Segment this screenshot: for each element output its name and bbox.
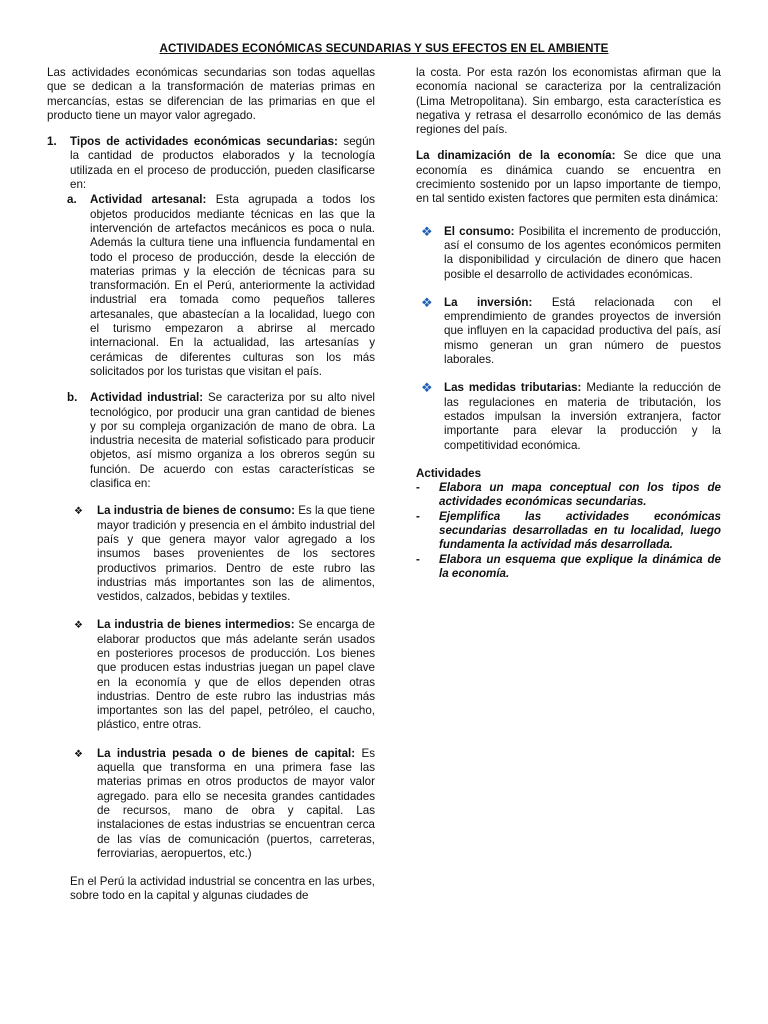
dash-bullet-icon: - [416, 509, 420, 523]
factor-bullet-heading: El consumo: [444, 224, 515, 238]
industry-bullet-text: Es aquella que transforma en una primera fase las materias primas en otros productos de mayor valor agregado. para ello se necesita grandes cantidades de recursos, mano de obra y capital. Las instalaciones de estas industrias se encuentran cerca de las vías de comunicación (puertos, carreteras, ferroviarias, aeropuertos, etc.) [97, 746, 375, 860]
subsection-a-text: Esta agrupada a todos los objetos producidos mediante técnicas en las que la intervención de artefactos mecánicos es poca o nula. Además la cultura tiene una influencia fundamental en todo el proceso de producción, desde la elección de materias primas y la elección de técnicas para su transformación. En el Perú, anteriormente la actividad industrial era tomada como pequeños talleres artesanales, que abastecían a la localidad, luego con el turismo empezaron a abrirse al mercado internacional. En la actualidad, las artesanías y cerámicas de diferentes culturas son los más solicitados por los turistas que visitan el país. [90, 193, 375, 378]
industry-bullet-paragraph [97, 618, 375, 732]
factor-bullet-item [416, 381, 721, 452]
section-1-paragraph [70, 135, 375, 192]
industry-bullet-list [47, 504, 375, 861]
diamond-blue-bullet-icon: ❖ [421, 294, 433, 310]
factor-bullet-text: Posibilita el incremento de producción, así el consumo de los agentes económicos permiten la disponibilidad y circulación de dinero que hacen posible el desarrollo de actividades económicas. [444, 224, 721, 281]
diamond-blue-bullet-icon: ❖ [421, 380, 433, 396]
section-1-number: 1. [47, 135, 57, 149]
industry-bullet-item [47, 618, 375, 732]
dynamization-heading: La dinamización de la economía: [416, 149, 616, 163]
factor-bullet-text: Mediante la reducción de las regulaciones en materia de tributación, los estados impulsan la inversión extranjera, factor importante para elevar la producción y la competitividad económica. [444, 381, 721, 452]
continuation-paragraph: la costa. Por esta razón los economistas afirman que la economía nacional se caracteriza por la centralización (Lima Metropolitana). Sin embargo, esta característica es negativa y retrasa el desarrollo económico de las demás regiones del país. [416, 66, 721, 137]
subsection-b-paragraph [90, 391, 375, 491]
subsection-b-letter: b. [67, 391, 78, 405]
activities-heading: Actividades [416, 466, 482, 480]
activity-text: Elabora un esquema que explique la dinámica de la economía. [439, 552, 721, 580]
industry-bullet-text: Es la que tiene mayor tradición y presencia en el ámbito industrial del país y que genera mayor valor agregado a los insumos bases provenientes de los sectores productivos primarios. Dentro de este rubro las industrias más importantes son las de alimentos, vestidos, calzados, bebidas y textiles. [97, 504, 375, 604]
subsection-a-letter: a. [67, 193, 77, 207]
subsection-a-paragraph [90, 193, 375, 379]
diamond-outline-bullet-icon: ❖ [74, 620, 83, 632]
diamond-blue-bullet-icon: ❖ [421, 223, 433, 239]
factor-bullet-item [416, 225, 721, 282]
right-column [416, 66, 721, 581]
section-1-text: según la cantidad de productos elaborados y la tecnología utilizada en el proceso de producción, pueden clasificarse en: [70, 135, 375, 192]
factor-bullet-paragraph [444, 381, 721, 452]
intro-paragraph: Las actividades económicas secundarias son todas aquellas que se dedican a la transformación de materias primas en mercancías, estas se diferencian de las primarias en que el producto tiene un mayor valor agregado. [47, 66, 375, 122]
activity-text: Elabora un mapa conceptual con los tipos de actividades económicas secundarias. [439, 481, 721, 509]
industry-bullet-heading: La industria de bienes de consumo: [97, 504, 295, 518]
factor-bullet-paragraph [444, 225, 721, 282]
diamond-outline-bullet-icon: ❖ [74, 506, 83, 518]
industry-bullet-heading: La industria pesada o de bienes de capital: [97, 746, 356, 760]
dynamization-text: Se dice que una economía es dinámica cuando se encuentra en crecimiento sostenido por un lapso importante de tiempo, en tal sentido existen factores que permiten esta dinámica: [416, 149, 721, 206]
activity-item [416, 510, 721, 553]
subsection-b [47, 391, 375, 491]
section-1-heading: Tipos de actividades económicas secundarias: [70, 135, 338, 149]
activity-item [416, 553, 721, 582]
section-1 [47, 135, 375, 192]
industry-bullet-heading: La industria de bienes intermedios: [97, 618, 295, 632]
document-title: ACTIVIDADES ECONÓMICAS SECUNDARIAS Y SUS EFECTOS EN EL AMBIENTE [159, 42, 609, 55]
subsection-a-heading: Actividad artesanal: [90, 193, 207, 207]
diamond-outline-bullet-icon: ❖ [74, 748, 83, 760]
dash-bullet-icon: - [416, 481, 420, 495]
factor-bullet-list [416, 225, 721, 453]
activity-item [416, 481, 721, 510]
industry-bullet-item [47, 747, 375, 861]
industry-bullet-text: Se encarga de elaborar productos que más adelante serán usados en posteriores procesos de producción. Los bienes que producen estas industrias juegan un papel clave en la economía y que de ellos dependen otras industrias. Dentro de este rubro las industrias más importantes son las del papel, petróleo, el caucho, plástico, entre otras. [97, 618, 375, 732]
factor-bullet-heading: La inversión: [444, 295, 533, 309]
factor-bullet-paragraph [444, 296, 721, 367]
industry-bullet-item [47, 504, 375, 604]
industry-bullet-paragraph [97, 747, 375, 861]
subsection-a [47, 193, 375, 379]
factor-bullet-text: Está relacionada con el emprendimiento de grandes proyectos de inversión que influyen en la capacidad productiva del país, así mismo generan un gran número de puestos laborales. [444, 295, 721, 367]
dynamization-paragraph [416, 149, 721, 206]
subsection-b-text: Se caracteriza por su alto nivel tecnológico, por producir una gran cantidad de bienes y por su compleja organización de mano de obra. La industria necesita de material sofisticado para producir objetos, así mismo organiza a los obreros según su función. De acuerdo con estas características se clasifica en: [90, 391, 375, 491]
closing-paragraph: En el Perú la actividad industrial se concentra en las urbes, sobre todo en la capital y algunas ciudades de [70, 875, 375, 903]
industry-bullet-paragraph [97, 504, 375, 604]
activity-text: Ejemplifica las actividades económicas secundarias desarrolladas en tu localidad, luego fundamenta la actividad más desarrollada. [439, 509, 721, 552]
factor-bullet-heading: Las medidas tributarias: [444, 381, 582, 395]
factor-bullet-item [416, 296, 721, 367]
dash-bullet-icon: - [416, 552, 420, 566]
left-column [47, 66, 375, 904]
subsection-b-heading: Actividad industrial: [90, 391, 204, 405]
